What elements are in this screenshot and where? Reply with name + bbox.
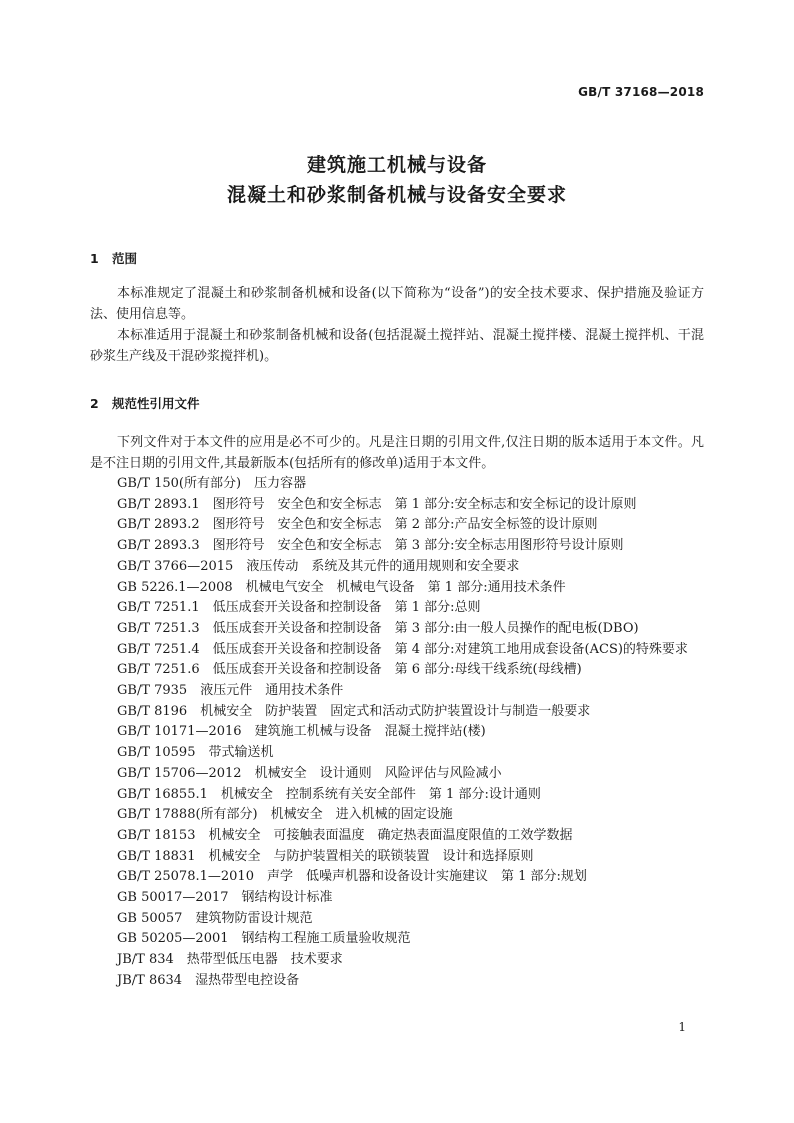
reference-item <box>90 888 704 909</box>
reference-title: 低压成套开关设备和控制设备 第 6 部分:母线干线系统(母线槽) <box>212 662 582 678</box>
reference-item <box>90 950 704 971</box>
reference-title: 机械安全 可接触表面温度 确定热表面温度限值的工效学数据 <box>208 827 573 843</box>
reference-code: GB/T 10171—2016 <box>117 724 242 740</box>
section-1-number: 1 <box>90 251 99 266</box>
section-2-title: 规范性引用文件 <box>112 396 200 411</box>
reference-item <box>90 847 704 868</box>
reference-item <box>90 867 704 888</box>
reference-code: GB/T 18153 <box>117 827 196 843</box>
reference-title: 带式输送机 <box>208 745 274 761</box>
reference-item <box>90 785 704 806</box>
reference-item <box>90 578 704 599</box>
reference-title: 低压成套开关设备和控制设备 第 1 部分:总则 <box>212 600 481 616</box>
reference-title: 钢结构工程施工质量验收规范 <box>241 931 411 947</box>
reference-title: 机械电气安全 机械电气设备 第 1 部分:通用技术条件 <box>245 579 566 595</box>
reference-item <box>90 640 704 661</box>
section-2-number: 2 <box>90 396 99 411</box>
reference-item <box>90 536 704 557</box>
reference-title: 液压元件 通用技术条件 <box>200 683 344 699</box>
reference-code: GB 5226.1—2008 <box>117 579 233 595</box>
reference-item <box>90 495 704 516</box>
reference-code: GB/T 8196 <box>117 703 188 719</box>
reference-item <box>90 702 704 723</box>
document-title-line-2: 混凝土和砂浆制备机械与设备安全要求 <box>226 184 567 206</box>
section-1-paragraph-2: 本标准适用于混凝土和砂浆制备机械和设备(包括混凝土搅拌站、混凝土搅拌楼、混凝土搅拌机、干混砂浆生产线及干混砂浆搅拌机)。 <box>90 328 704 364</box>
reference-item <box>90 722 704 743</box>
reference-code: GB/T 16855.1 <box>117 786 208 802</box>
reference-code: JB/T 8634 <box>117 972 183 988</box>
reference-code: GB/T 2893.3 <box>117 538 200 554</box>
reference-item <box>90 598 704 619</box>
reference-title: 钢结构设计标准 <box>241 890 333 906</box>
reference-title: 图形符号 安全色和安全标志 第 3 部分:安全标志用图形符号设计原则 <box>212 538 624 554</box>
reference-title: 机械安全 控制系统有关安全部件 第 1 部分:设计通则 <box>220 786 541 802</box>
reference-code: GB/T 18831 <box>117 848 196 864</box>
reference-code: GB/T 10595 <box>117 745 196 761</box>
reference-code: GB/T 3766—2015 <box>117 558 234 574</box>
reference-item <box>90 474 704 495</box>
reference-code: GB/T 25078.1—2010 <box>117 869 254 885</box>
document-title-line-1: 建筑施工机械与设备 <box>306 154 487 176</box>
section-1-heading <box>90 249 137 267</box>
reference-title: 低压成套开关设备和控制设备 第 4 部分:对建筑工地用成套设备(ACS)的特殊要求 <box>212 641 688 657</box>
reference-code: GB/T 7251.6 <box>117 662 200 678</box>
reference-item <box>90 515 704 536</box>
reference-title: 机械安全 防护装置 固定式和活动式防护装置设计与制造一般要求 <box>200 703 591 719</box>
reference-title: 热带型低压电器 技术要求 <box>186 952 343 968</box>
reference-item <box>90 743 704 764</box>
reference-title: 建筑施工机械与设备 混凝土搅拌站(楼) <box>254 724 486 740</box>
reference-code: GB 50205—2001 <box>117 931 229 947</box>
reference-item <box>90 557 704 578</box>
reference-title: 压力容器 <box>254 476 307 491</box>
reference-code: GB/T 2893.2 <box>117 517 200 533</box>
reference-item <box>90 826 704 847</box>
reference-code: GB/T 2893.1 <box>117 496 200 512</box>
reference-code: GB/T 7935 <box>117 683 188 699</box>
reference-title: 机械安全 设计通则 风险评估与风险减小 <box>254 765 502 781</box>
reference-item <box>90 660 704 681</box>
reference-code: GB/T 15706—2012 <box>117 765 242 781</box>
reference-item <box>90 805 704 826</box>
reference-title: 图形符号 安全色和安全标志 第 1 部分:安全标志和安全标记的设计原则 <box>212 496 637 512</box>
section-2-heading <box>90 394 200 412</box>
page-number: 1 <box>678 1020 686 1034</box>
reference-code: GB/T 7251.1 <box>117 600 200 616</box>
reference-code: GB/T 150(所有部分) <box>117 476 242 491</box>
standard-number: GB/T 37168—2018 <box>578 85 704 99</box>
section-1-title: 范围 <box>112 251 138 266</box>
reference-title: 湿热带型电控设备 <box>195 972 300 988</box>
reference-code: GB 50017—2017 <box>117 890 229 906</box>
reference-code: GB/T 7251.4 <box>117 641 200 657</box>
reference-title: 机械安全 与防护装置相关的联锁装置 设计和选择原则 <box>208 848 534 864</box>
reference-item <box>90 909 704 930</box>
reference-title: 建筑物防雷设计规范 <box>195 910 313 926</box>
reference-code: GB/T 17888(所有部分) <box>117 807 258 823</box>
normative-references-list <box>90 474 704 992</box>
reference-item <box>90 619 704 640</box>
reference-item <box>90 971 704 992</box>
reference-item <box>90 764 704 785</box>
section-2-intro: 下列文件对于本文件的应用是必不可少的。凡是注日期的引用文件,仅注日期的版本适用于本文件。凡是不注日期的引用文件,其最新版本(包括所有的修改单)适用于本文件。 <box>90 435 704 471</box>
reference-item <box>90 681 704 702</box>
reference-item <box>90 929 704 950</box>
reference-code: JB/T 834 <box>117 952 174 968</box>
section-1-paragraph-1: 本标准规定了混凝土和砂浆制备机械和设备(以下简称为“设备”)的安全技术要求、保护措施及验证方法、使用信息等。 <box>90 286 704 322</box>
reference-code: GB/T 7251.3 <box>117 620 200 636</box>
reference-title: 机械安全 进入机械的固定设施 <box>270 807 453 823</box>
reference-title: 低压成套开关设备和控制设备 第 3 部分:由一般人员操作的配电板(DBO) <box>212 620 639 636</box>
reference-title: 声学 低噪声机器和设备设计实施建议 第 1 部分:规划 <box>266 869 587 885</box>
reference-title: 液压传动 系统及其元件的通用规则和安全要求 <box>246 558 520 574</box>
reference-title: 图形符号 安全色和安全标志 第 2 部分:产品安全标签的设计原则 <box>212 517 598 533</box>
reference-code: GB 50057 <box>117 910 183 926</box>
